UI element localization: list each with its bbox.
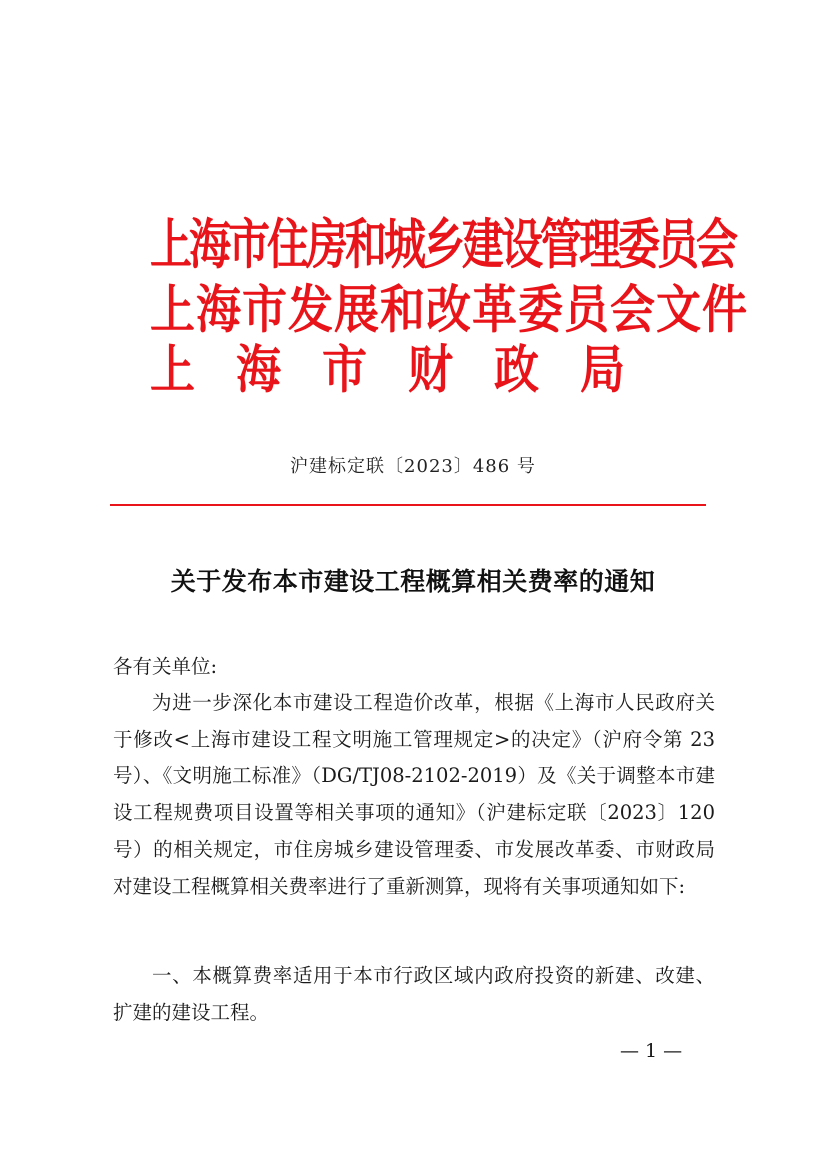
body-paragraph-1 [113,685,715,905]
issuer-line-finance-bureau: 上海市财政局 [150,339,667,401]
red-divider [110,504,706,506]
salutation [113,649,715,686]
paragraph-text: 为进一步深化本市建设工程造价改革，根据《上海市人民政府关于修改<上海市建设工程文明施工管理规定>的决定》（沪府令第 23 号）、《文明施工标准》（DG/TJ08-2102-2019）及《关于调整本市建设工程规费项目设置等相关事项的通知》（沪建标定联〔2023〕120 号）的相关规定，市住房城乡建设管理委、市发展改革委、市财政局对建设工程概算相关费率进行了重新测算，现将有关事项通知如下: [113,691,715,898]
page-number: — 1 — [620,1040,683,1062]
issuer-line-housing-commission: 上海市住房和城乡建设管理委员会 [150,212,736,276]
body-paragraph-2 [113,958,715,1031]
document-number: 沪建标定联〔2023〕486 号 [290,456,536,477]
issuer-line-development-commission: 上海市发展和改革委员会文件 [150,279,749,341]
salutation-text: 各有关单位: [113,655,218,678]
document-title: 关于发布本市建设工程概算相关费率的通知 [170,567,656,596]
paragraph-text: 一、本概算费率适用于本市行政区域内政府投资的新建、改建、扩建的建设工程。 [113,964,715,1024]
